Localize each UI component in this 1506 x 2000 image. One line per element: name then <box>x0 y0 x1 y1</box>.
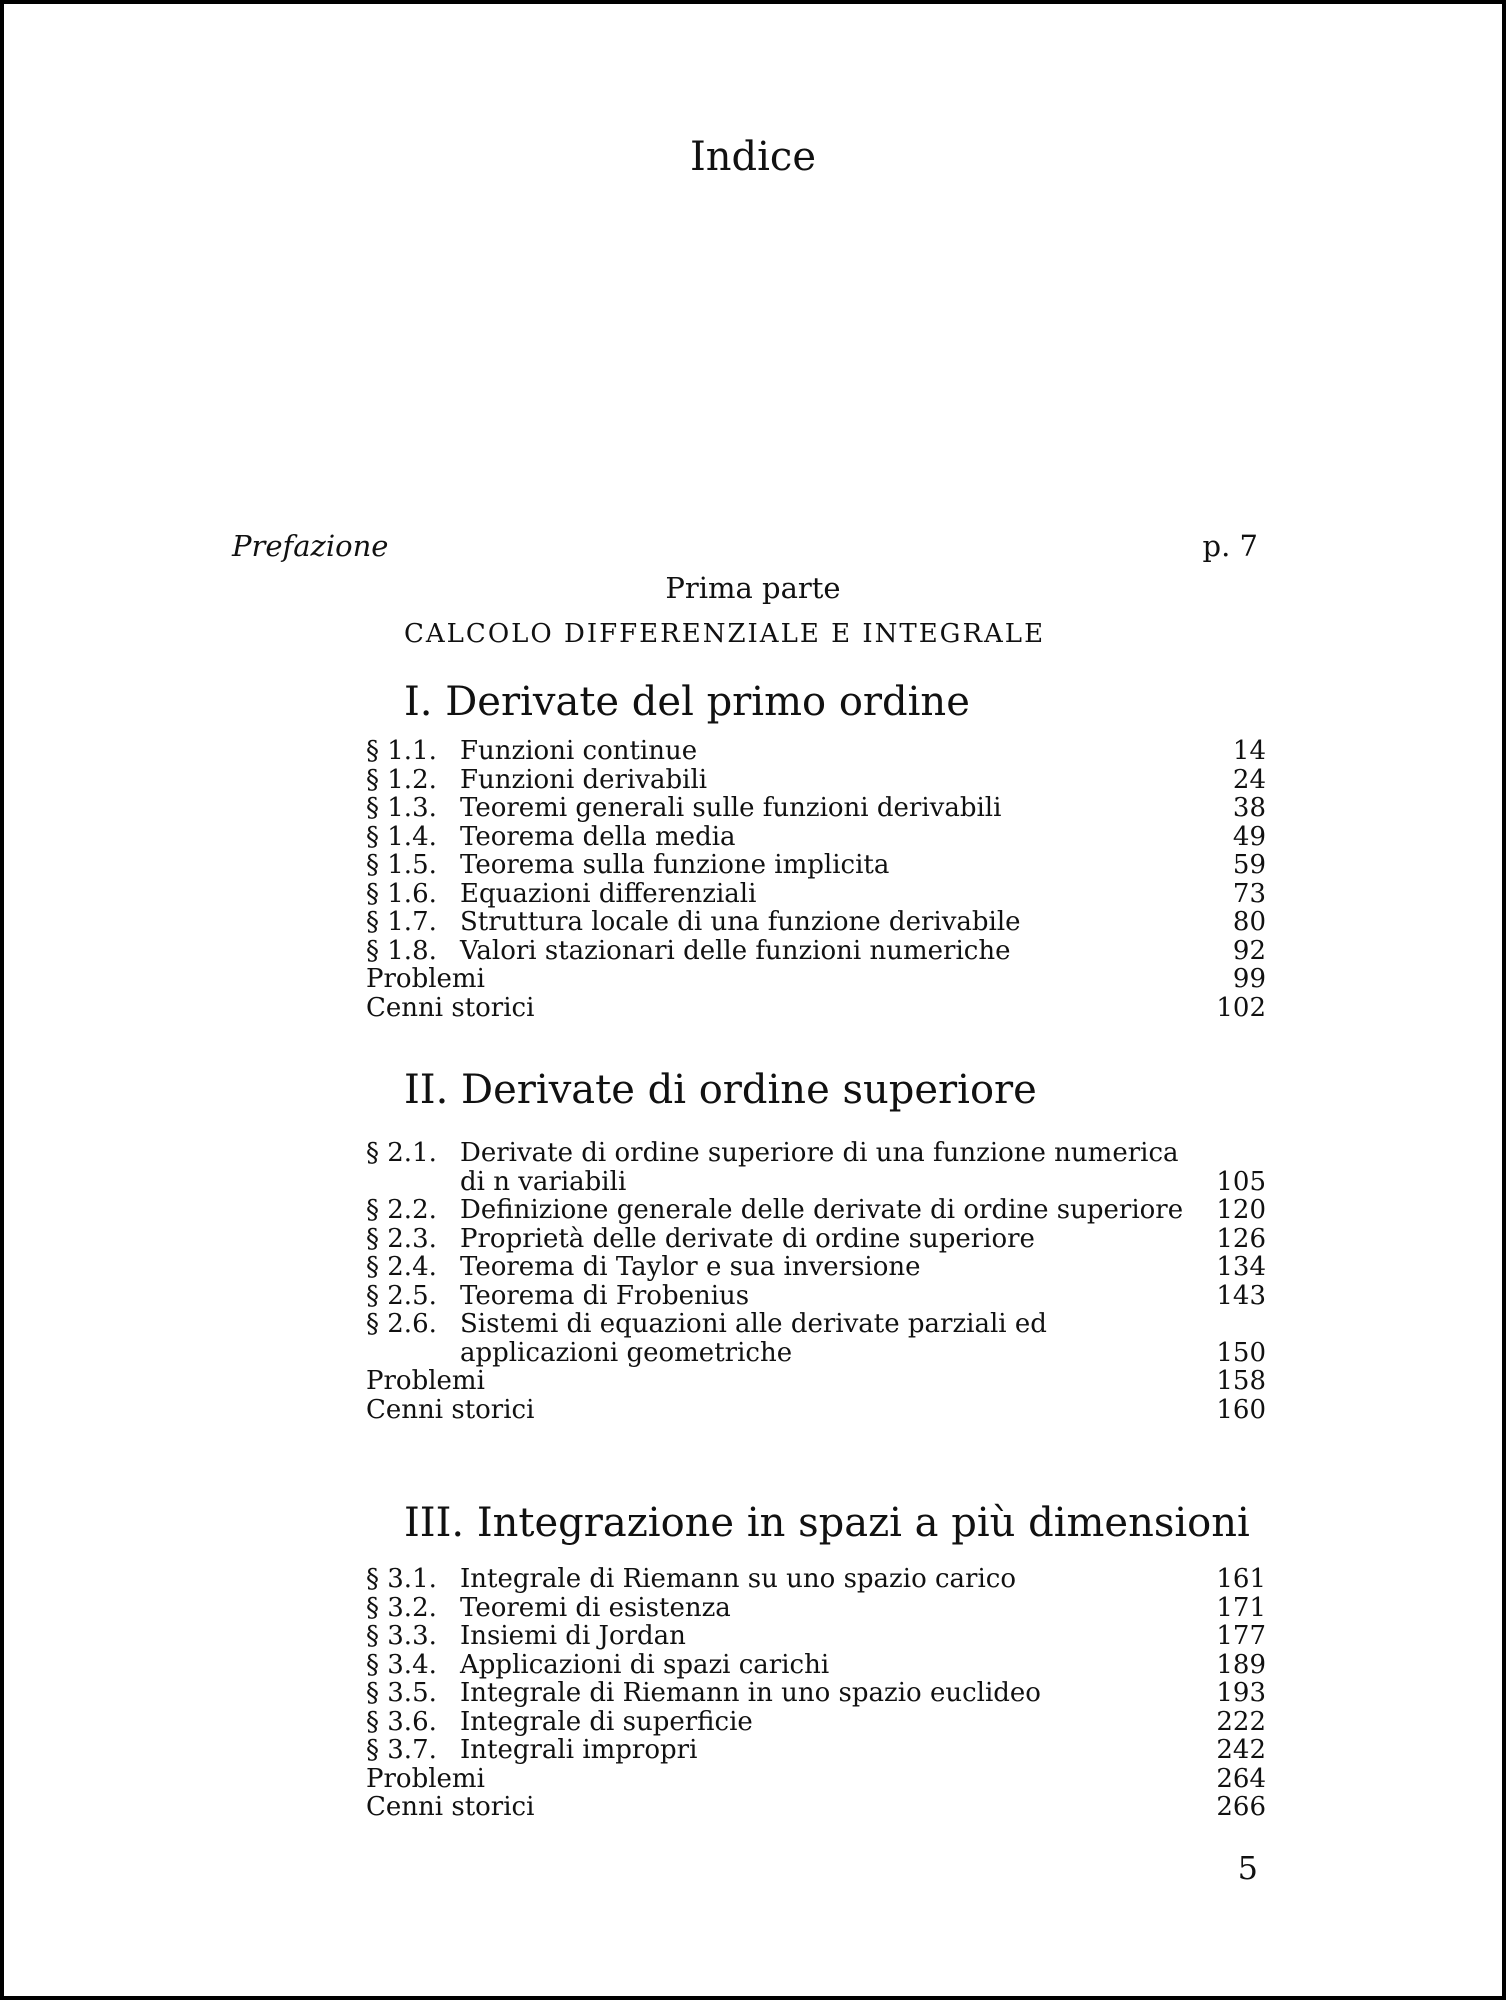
entry-number: § 1.2. <box>366 764 437 795</box>
entry-text: Problemi <box>366 964 485 994</box>
entry-page: 80 <box>1232 907 1266 937</box>
entry-page: 161 <box>1216 1564 1266 1594</box>
entry-text: Cenni storici <box>366 992 535 1023</box>
entry-page: 59 <box>1232 850 1266 880</box>
part-title: CALCOLO DIFFERENZIALE E INTEGRALE <box>404 619 1046 649</box>
entry-number: § 3.2. <box>366 1592 437 1623</box>
toc-entry <box>366 1139 1266 1196</box>
entry-number: § 1.6. <box>366 878 437 909</box>
toc-entry <box>366 766 1266 795</box>
entry-number: § 3.5. <box>366 1678 437 1708</box>
chapter-2-toc <box>366 1139 1266 1424</box>
toc-entry <box>366 1594 1266 1623</box>
preface-page: p. 7 <box>1202 529 1258 563</box>
toc-entry <box>366 908 1266 937</box>
entry-number: § 3.7. <box>366 1735 437 1765</box>
chapter-3-toc <box>366 1565 1266 1822</box>
entry-text: Funzioni derivabili <box>460 764 708 795</box>
entry-text: Sistemi di equazioni alle derivate parziali ed applicazioni geometriche <box>460 1309 1047 1368</box>
toc-entry <box>366 937 1266 966</box>
entry-text: Teorema della media <box>460 821 736 852</box>
entry-text: Teoremi generali sulle funzioni derivabili <box>460 793 1002 823</box>
part-heading: Prima parte <box>665 571 841 605</box>
entry-page: 177 <box>1216 1621 1266 1651</box>
entry-text: Teorema sulla funzione implicita <box>460 850 890 880</box>
chapter-1-toc <box>366 737 1266 1022</box>
toc-entry-problems <box>366 965 1266 994</box>
toc-entry <box>366 823 1266 852</box>
entry-page: 73 <box>1232 878 1266 909</box>
entry-text: Insiemi di Jordan <box>460 1621 686 1651</box>
toc-entry-problems <box>366 1765 1266 1794</box>
entry-page: 126 <box>1216 1223 1266 1254</box>
page-number: 5 <box>1237 1849 1258 1887</box>
entry-page: 266 <box>1216 1792 1266 1822</box>
entry-text: Cenni storici <box>366 1394 535 1425</box>
toc-entry-history <box>366 1396 1266 1425</box>
entry-number: § 2.4. <box>366 1252 437 1282</box>
entry-number: § 3.6. <box>366 1706 437 1737</box>
toc-entry <box>366 1196 1266 1225</box>
entry-page: 14 <box>1232 736 1266 766</box>
entry-number: § 2.2. <box>366 1195 437 1225</box>
entry-page: 99 <box>1232 964 1266 994</box>
entry-number: § 1.5. <box>366 850 437 880</box>
entry-text: Applicazioni di spazi carichi <box>460 1649 830 1680</box>
entry-text: Struttura locale di una funzione derivabile <box>460 907 1021 937</box>
entry-page: 49 <box>1232 821 1266 852</box>
entry-text: Integrale di Riemann in uno spazio euclideo <box>460 1678 1041 1708</box>
chapter-title-1: I. Derivate del primo ordine <box>404 679 970 725</box>
entry-page: 38 <box>1232 793 1266 823</box>
entry-number: § 2.1. <box>366 1138 437 1168</box>
toc-entry-history <box>366 1793 1266 1822</box>
toc-entry <box>366 1565 1266 1594</box>
entry-text: Derivate di ordine superiore di una funzione numerica di n variabili <box>460 1138 1179 1197</box>
entry-text: Integrali impropri <box>460 1735 698 1765</box>
entry-text: Equazioni differenziali <box>460 878 757 909</box>
toc-entry <box>366 737 1266 766</box>
toc-entry <box>366 1225 1266 1254</box>
toc-entry <box>366 794 1266 823</box>
entry-number: § 2.6. <box>366 1309 437 1339</box>
entry-text: Integrale di Riemann su uno spazio carico <box>460 1564 1017 1594</box>
entry-page: 150 <box>1216 1337 1266 1368</box>
entry-page: 105 <box>1216 1166 1266 1197</box>
entry-text: Problemi <box>366 1763 485 1794</box>
toc-entry <box>366 1253 1266 1282</box>
entry-number: § 3.3. <box>366 1621 437 1651</box>
entry-text: Definizione generale delle derivate di ordine superiore <box>460 1195 1184 1225</box>
entry-text: Valori stazionari delle funzioni numeriche <box>460 935 1011 966</box>
chapter-title-3: III. Integrazione in spazi a più dimensioni <box>404 1500 1250 1546</box>
toc-entry <box>366 1679 1266 1708</box>
toc-entry <box>366 1651 1266 1680</box>
toc-entry-problems <box>366 1367 1266 1396</box>
toc-entry-history <box>366 994 1266 1023</box>
toc-entry <box>366 1708 1266 1737</box>
entry-text: Proprietà delle derivate di ordine superiore <box>460 1223 1035 1254</box>
entry-page: 120 <box>1216 1195 1266 1225</box>
entry-text: Cenni storici <box>366 1792 535 1822</box>
toc-entry <box>366 1282 1266 1311</box>
entry-number: § 1.4. <box>366 821 437 852</box>
page-title: Indice <box>689 134 817 180</box>
preface-label: Prefazione <box>232 529 389 563</box>
entry-page: 171 <box>1216 1592 1266 1623</box>
toc-entry <box>366 1736 1266 1765</box>
entry-number: § 1.1. <box>366 736 437 766</box>
entry-number: § 3.1. <box>366 1564 437 1594</box>
preface-row <box>232 529 1258 563</box>
entry-page: 242 <box>1216 1735 1266 1765</box>
entry-number: § 1.8. <box>366 935 437 966</box>
toc-entry <box>366 1310 1266 1367</box>
toc-entry <box>366 851 1266 880</box>
entry-text: Integrale di superficie <box>460 1706 753 1737</box>
entry-page: 134 <box>1216 1252 1266 1282</box>
entry-text: Teoremi di esistenza <box>460 1592 731 1623</box>
entry-page: 160 <box>1216 1394 1266 1425</box>
entry-page: 222 <box>1216 1706 1266 1737</box>
entry-text: Funzioni continue <box>460 736 698 766</box>
entry-page: 158 <box>1216 1366 1266 1396</box>
entry-number: § 1.3. <box>366 793 437 823</box>
entry-number: § 3.4. <box>366 1649 437 1680</box>
entry-page: 264 <box>1216 1763 1266 1794</box>
toc-entry <box>366 1622 1266 1651</box>
entry-number: § 2.3. <box>366 1223 437 1254</box>
entry-page: 24 <box>1232 764 1266 795</box>
chapter-title-2: II. Derivate di ordine superiore <box>404 1067 1037 1113</box>
entry-page: 143 <box>1216 1280 1266 1311</box>
entry-page: 193 <box>1216 1678 1266 1708</box>
entry-page: 92 <box>1232 935 1266 966</box>
entry-text: Problemi <box>366 1366 485 1396</box>
entry-page: 102 <box>1216 992 1266 1023</box>
entry-page: 189 <box>1216 1649 1266 1680</box>
toc-entry <box>366 880 1266 909</box>
entry-number: § 2.5. <box>366 1280 437 1311</box>
entry-text: Teorema di Frobenius <box>460 1280 750 1311</box>
entry-text: Teorema di Taylor e sua inversione <box>460 1252 921 1282</box>
entry-number: § 1.7. <box>366 907 437 937</box>
